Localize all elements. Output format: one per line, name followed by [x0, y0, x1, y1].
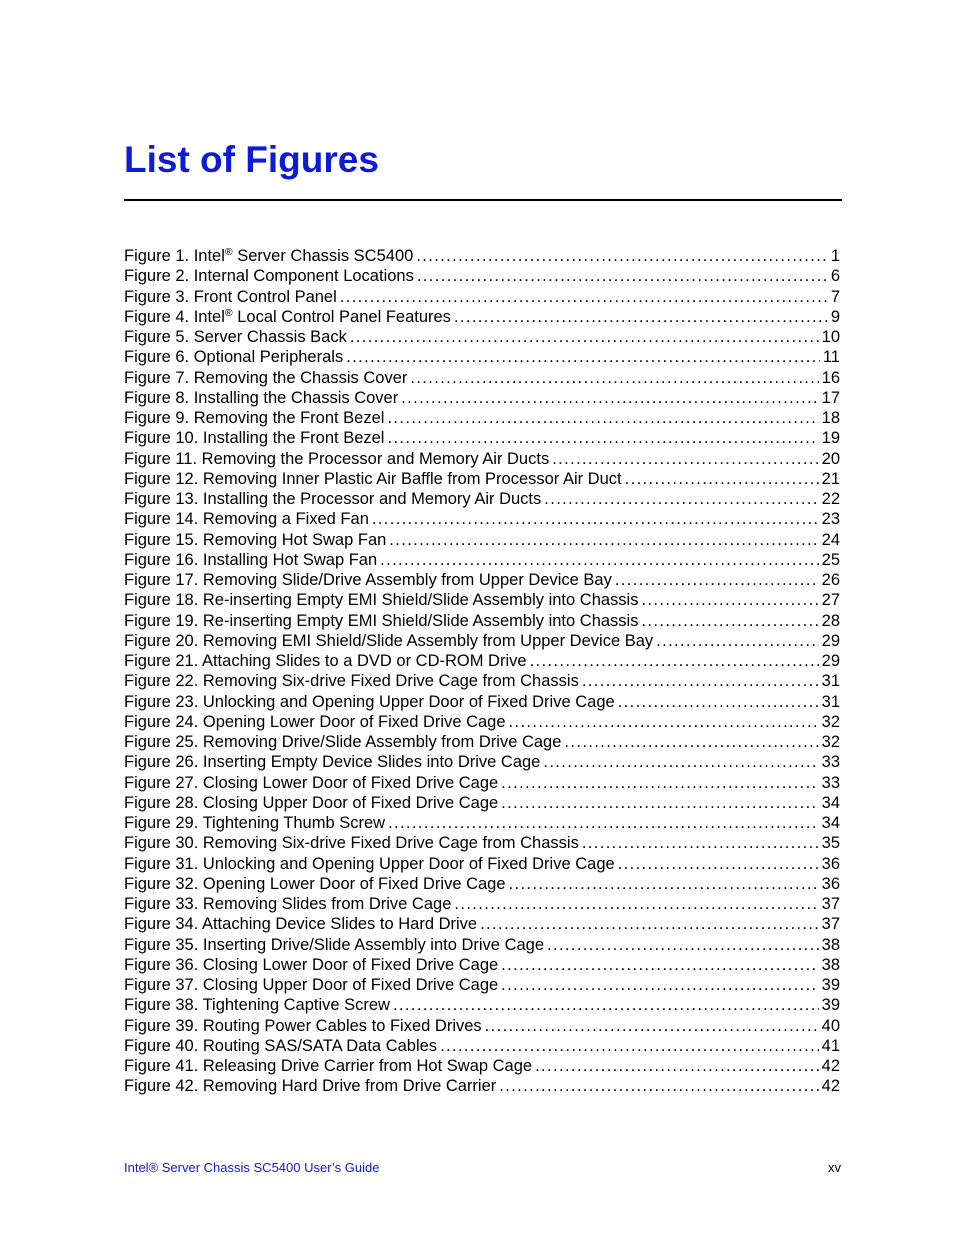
figure-title[interactable] — [124, 833, 579, 853]
figure-title-text: Figure 17. Removing Slide/Drive Assembly from Upper Device Bay — [124, 571, 612, 589]
dot-leader — [501, 975, 818, 995]
dot-leader — [530, 651, 819, 671]
figure-title-text: Figure 1. Intel — [124, 247, 225, 265]
dot-leader — [480, 914, 819, 934]
figure-entry[interactable] — [124, 671, 840, 691]
figure-title-text: Figure 25. Removing Drive/Slide Assembly from Drive Cage — [124, 733, 562, 751]
figure-page-number[interactable]: 19 — [821, 429, 840, 448]
dot-leader — [501, 773, 818, 793]
figure-title[interactable] — [124, 1056, 532, 1076]
dot-leader — [582, 671, 819, 691]
figure-page-number[interactable]: 38 — [821, 955, 840, 974]
figure-title[interactable] — [124, 914, 477, 934]
figure-title[interactable] — [124, 752, 540, 772]
figure-title-text: Figure 30. Removing Six-drive Fixed Drive Cage from Chassis — [124, 834, 579, 853]
figure-title[interactable] — [124, 530, 386, 550]
figure-entry[interactable] — [124, 631, 840, 651]
figure-title[interactable] — [124, 1036, 437, 1056]
dot-leader — [509, 874, 819, 894]
figure-page-number[interactable]: 7 — [830, 287, 840, 306]
title-divider — [124, 199, 842, 201]
figure-title-text: Figure 13. Installing the Processor and Memory Air Ducts — [124, 490, 542, 508]
figure-title[interactable] — [124, 489, 541, 509]
figure-title-text: Figure 31. Unlocking and Opening Upper Door of Fixed Drive Cage — [124, 854, 615, 873]
dot-leader — [547, 935, 819, 955]
figure-page-number[interactable]: 20 — [821, 449, 840, 468]
dot-leader — [350, 327, 819, 347]
figure-entry[interactable] — [124, 469, 840, 489]
figure-entry[interactable] — [124, 327, 840, 347]
figure-title-text: Figure 19. Re-inserting Empty EMI Shield/Slide Assembly into Chassis — [124, 611, 639, 630]
figure-entry[interactable] — [124, 793, 840, 813]
figure-page-number[interactable]: 31 — [821, 672, 840, 691]
figure-title-text-rest: Local Control Panel Features — [232, 307, 451, 326]
figure-page-number[interactable]: 31 — [821, 692, 840, 711]
figure-title[interactable] — [124, 347, 343, 367]
figure-title[interactable] — [124, 854, 615, 874]
figure-page-number[interactable]: 34 — [821, 793, 840, 812]
figure-page-number[interactable]: 9 — [830, 307, 840, 326]
figure-title[interactable] — [124, 975, 498, 995]
dot-leader — [387, 408, 818, 428]
figure-title[interactable] — [124, 509, 369, 529]
figure-entry[interactable] — [124, 732, 840, 752]
figure-entry[interactable] — [124, 368, 840, 388]
figure-entry[interactable] — [124, 1076, 840, 1096]
figure-page-number[interactable]: 34 — [821, 814, 840, 832]
figure-title-text: Figure 32. Opening Lower Door of Fixed Drive Cage — [124, 874, 506, 893]
figure-entry[interactable] — [124, 833, 840, 853]
figure-title-text: Figure 42. Removing Hard Drive from Drive Carrier — [124, 1077, 497, 1096]
figure-title[interactable] — [124, 1076, 496, 1096]
figure-title-text: Figure 22. Removing Six-drive Fixed Drive Cage from Chassis — [124, 672, 579, 691]
figure-page-number[interactable]: 33 — [821, 753, 840, 772]
figure-page-number[interactable]: 10 — [821, 328, 840, 346]
figure-title[interactable] — [124, 368, 407, 388]
figure-title-text: Figure 26. Inserting Empty Device Slides into Drive Cage — [124, 753, 541, 772]
dot-leader — [501, 955, 818, 975]
figure-entry[interactable] — [124, 651, 840, 671]
dot-leader — [501, 793, 818, 813]
figure-title-text: Figure 27. Closing Lower Door of Fixed Drive Cage — [124, 773, 499, 792]
figure-title-text: Figure 37. Closing Upper Door of Fixed Drive Cage — [124, 976, 499, 994]
figure-title[interactable] — [124, 327, 347, 347]
figure-page-number[interactable]: 1 — [830, 247, 840, 265]
dot-leader — [454, 894, 818, 914]
figure-page-number[interactable]: 39 — [821, 996, 840, 1015]
figure-title[interactable] — [124, 266, 414, 286]
dot-leader — [346, 347, 820, 367]
figure-title-text: Figure 36. Closing Lower Door of Fixed Drive Cage — [124, 955, 499, 974]
figure-title-text: Figure 39. Routing Power Cables to Fixed Drives — [124, 1016, 482, 1035]
figure-page-number[interactable]: 6 — [830, 267, 840, 286]
figure-entry[interactable] — [124, 550, 840, 570]
figure-entry[interactable] — [124, 266, 840, 286]
figure-title[interactable] — [124, 935, 544, 955]
figure-entry[interactable] — [124, 489, 840, 509]
figure-title[interactable] — [124, 307, 451, 327]
figure-title-text-rest: Server Chassis SC5400 — [232, 247, 414, 265]
figure-title-text: Figure 16. Installing Hot Swap Fan — [124, 550, 378, 569]
figure-title[interactable] — [124, 246, 413, 266]
dot-leader — [618, 854, 819, 874]
figure-title-text: Figure 34. Attaching Device Slides to Hard Drive — [124, 915, 478, 934]
figure-entry[interactable] — [124, 611, 840, 631]
figure-title-text: Figure 11. Removing the Processor and Memory Air Ducts — [124, 449, 550, 468]
figure-entry[interactable] — [124, 935, 840, 955]
figure-entry[interactable] — [124, 995, 840, 1015]
figure-entry[interactable] — [124, 773, 840, 793]
figure-title[interactable] — [124, 550, 377, 570]
figure-title[interactable] — [124, 570, 612, 590]
figure-title[interactable] — [124, 611, 638, 631]
figure-page-number[interactable]: 29 — [821, 652, 840, 670]
figure-entry[interactable] — [124, 874, 840, 894]
figure-title-text: Figure 23. Unlocking and Opening Upper Door of Fixed Drive Cage — [124, 692, 615, 711]
figure-page-number[interactable]: 36 — [821, 854, 840, 873]
figure-title[interactable] — [124, 671, 579, 691]
figure-page-number[interactable]: 37 — [821, 915, 840, 934]
figure-entry[interactable] — [124, 530, 840, 550]
page-title: List of Figures — [124, 139, 379, 180]
figure-entry[interactable] — [124, 813, 840, 833]
dot-leader — [499, 1076, 818, 1096]
figure-title-text: Figure 38. Tightening Captive Screw — [124, 996, 390, 1015]
figure-page-number[interactable]: 35 — [821, 834, 840, 853]
figure-entry[interactable] — [124, 1016, 840, 1036]
dot-leader — [401, 388, 818, 408]
dot-leader — [625, 469, 819, 489]
figure-title-text: Figure 35. Inserting Drive/Slide Assembly into Drive Cage — [124, 935, 545, 954]
figure-page-number[interactable]: 27 — [821, 591, 840, 610]
figure-title-text: Figure 4. Intel — [124, 307, 225, 326]
figure-entry[interactable] — [124, 692, 840, 712]
figure-title[interactable] — [124, 590, 638, 610]
figure-entry[interactable] — [124, 246, 840, 266]
figure-title[interactable] — [124, 428, 384, 448]
figure-page-number[interactable]: 21 — [821, 469, 840, 488]
dot-leader — [535, 1056, 819, 1076]
dot-leader — [387, 428, 818, 448]
dot-leader — [388, 813, 819, 833]
figure-title-text: Figure 6. Optional Peripherals — [124, 348, 344, 367]
figure-page-number[interactable]: 26 — [821, 571, 840, 589]
dot-leader — [416, 246, 827, 266]
figure-page-number[interactable]: 36 — [821, 874, 840, 893]
figure-title[interactable] — [124, 449, 549, 469]
figure-title[interactable] — [124, 1016, 482, 1036]
figure-list — [124, 246, 840, 1097]
figure-page-number[interactable]: 11 — [822, 348, 840, 367]
figure-title[interactable] — [124, 732, 561, 752]
figure-page-number[interactable]: 23 — [821, 510, 840, 529]
figure-entry[interactable] — [124, 408, 840, 428]
figure-title[interactable] — [124, 955, 498, 975]
dot-leader — [564, 732, 818, 752]
figure-title-text: Figure 3. Front Control Panel — [124, 287, 337, 306]
figure-page-number[interactable]: 42 — [821, 1057, 840, 1075]
registered-mark: ® — [224, 246, 233, 258]
figure-title[interactable] — [124, 793, 498, 813]
dot-leader — [618, 692, 819, 712]
figure-page-number[interactable]: 17 — [821, 388, 840, 407]
figure-title-text: Figure 2. Internal Component Locations — [124, 267, 414, 286]
figure-entry[interactable] — [124, 1056, 840, 1076]
figure-title-text: Figure 40. Routing SAS/SATA Data Cables — [124, 1036, 438, 1055]
figure-title[interactable] — [124, 874, 506, 894]
figure-title-text: Figure 24. Opening Lower Door of Fixed Drive Cage — [124, 712, 506, 731]
figure-entry[interactable] — [124, 752, 840, 772]
figure-title-text: Figure 7. Removing the Chassis Cover — [124, 368, 408, 387]
figure-page-number[interactable]: 38 — [821, 935, 840, 954]
figure-entry[interactable] — [124, 712, 840, 732]
figure-title-text: Figure 10. Installing the Front Bezel — [124, 429, 385, 448]
figure-page-number[interactable]: 32 — [821, 712, 840, 731]
figure-title[interactable] — [124, 631, 653, 651]
figure-entry[interactable] — [124, 975, 840, 995]
figure-page-number[interactable]: 24 — [821, 530, 840, 549]
figure-entry[interactable] — [124, 388, 840, 408]
dot-leader — [372, 509, 819, 529]
dot-leader — [340, 287, 827, 307]
figure-title[interactable] — [124, 773, 498, 793]
figure-entry[interactable] — [124, 428, 840, 448]
footer-page-number: xv — [828, 1160, 841, 1175]
figure-title[interactable] — [124, 388, 398, 408]
figure-title-text: Figure 29. Tightening Thumb Screw — [124, 814, 386, 832]
dot-leader — [615, 570, 819, 590]
dot-leader — [552, 449, 818, 469]
figure-entry[interactable] — [124, 894, 840, 914]
dot-leader — [410, 368, 818, 388]
figure-title[interactable] — [124, 651, 527, 671]
footer-document-title: Intel® Server Chassis SC5400 User’s Guide — [124, 1160, 380, 1175]
figure-title-text: Figure 28. Closing Upper Door of Fixed Drive Cage — [124, 793, 499, 812]
figure-page-number[interactable]: 22 — [821, 490, 840, 508]
dot-leader — [656, 631, 819, 651]
figure-title[interactable] — [124, 995, 390, 1015]
figure-entry[interactable] — [124, 287, 840, 307]
figure-entry[interactable] — [124, 347, 840, 367]
dot-leader — [454, 307, 827, 327]
dot-leader — [389, 530, 818, 550]
figure-page-number[interactable]: 42 — [821, 1077, 840, 1096]
figure-page-number[interactable]: 18 — [821, 409, 840, 427]
figure-title[interactable] — [124, 287, 337, 307]
figure-title-text: Figure 15. Removing Hot Swap Fan — [124, 530, 387, 549]
figure-page-number[interactable]: 33 — [821, 773, 840, 792]
dot-leader — [544, 489, 818, 509]
figure-entry[interactable] — [124, 307, 840, 327]
dot-leader — [641, 590, 818, 610]
figure-title-text: Figure 8. Installing the Chassis Cover — [124, 388, 399, 407]
figure-entry[interactable] — [124, 449, 840, 469]
figure-page-number[interactable]: 25 — [821, 550, 840, 569]
figure-title-text: Figure 33. Removing Slides from Drive Cage — [124, 895, 452, 913]
figure-title-text: Figure 5. Server Chassis Back — [124, 328, 347, 346]
figure-title[interactable] — [124, 469, 622, 489]
figure-title[interactable] — [124, 408, 384, 428]
dot-leader — [543, 752, 818, 772]
dot-leader — [440, 1036, 819, 1056]
figure-page-number[interactable]: 28 — [821, 611, 840, 630]
figure-page-number[interactable]: 16 — [821, 368, 840, 387]
figure-entry[interactable] — [124, 590, 840, 610]
figure-title[interactable] — [124, 692, 615, 712]
dot-leader — [417, 266, 827, 286]
dot-leader — [485, 1016, 819, 1036]
figure-title-text: Figure 21. Attaching Slides to a DVD or CD-ROM Drive — [124, 652, 527, 670]
figure-title-text: Figure 18. Re-inserting Empty EMI Shield/Slide Assembly into Chassis — [124, 591, 639, 610]
figure-entry[interactable] — [124, 914, 840, 934]
figure-page-number[interactable]: 32 — [821, 733, 840, 751]
figure-title-text: Figure 12. Removing Inner Plastic Air Baffle from Processor Air Duct — [124, 469, 622, 488]
dot-leader — [509, 712, 819, 732]
figure-entry[interactable] — [124, 509, 840, 529]
figure-entry[interactable] — [124, 1036, 840, 1056]
figure-title-text: Figure 20. Removing EMI Shield/Slide Assembly from Upper Device Bay — [124, 631, 654, 650]
dot-leader — [641, 611, 818, 631]
figure-entry[interactable] — [124, 955, 840, 975]
figure-page-number[interactable]: 40 — [821, 1016, 840, 1035]
dot-leader — [582, 833, 819, 853]
figure-page-number[interactable]: 29 — [821, 631, 840, 650]
figure-page-number[interactable]: 39 — [821, 976, 840, 994]
figure-title[interactable] — [124, 813, 385, 833]
figure-page-number[interactable]: 41 — [821, 1036, 840, 1055]
figure-title[interactable] — [124, 712, 506, 732]
figure-title-text: Figure 9. Removing the Front Bezel — [124, 409, 385, 427]
dot-leader — [380, 550, 819, 570]
dot-leader — [393, 995, 819, 1015]
figure-page-number[interactable]: 37 — [821, 895, 840, 913]
registered-mark: ® — [224, 306, 233, 319]
figure-title[interactable] — [124, 894, 451, 914]
figure-entry[interactable] — [124, 854, 840, 874]
figure-title-text: Figure 14. Removing a Fixed Fan — [124, 510, 369, 529]
figure-entry[interactable] — [124, 570, 840, 590]
figure-title-text: Figure 41. Releasing Drive Carrier from Hot Swap Cage — [124, 1057, 533, 1075]
